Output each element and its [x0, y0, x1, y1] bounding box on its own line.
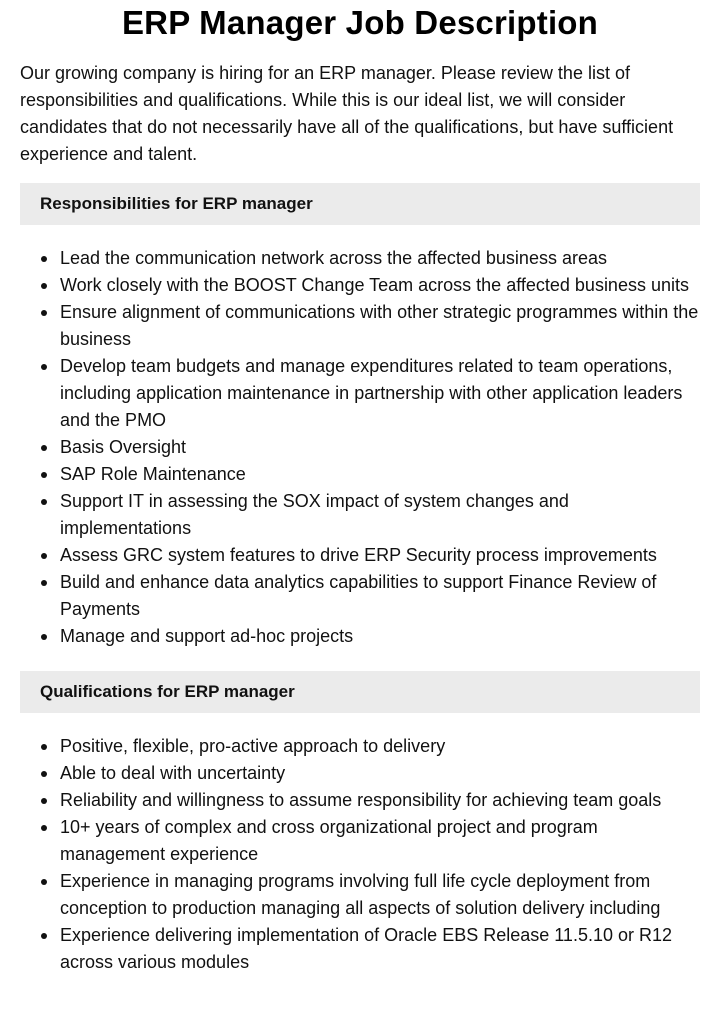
list-item-text: Assess GRC system features to drive ERP Security process improvements: [60, 545, 657, 565]
bullet-icon: [41, 825, 47, 831]
bullet-icon: [41, 771, 47, 777]
list-item-text: Experience in managing programs involving full life cycle deployment from conception to production managing all aspects of solution delivery including: [60, 871, 661, 918]
list-item: [20, 461, 700, 488]
list-item: [20, 814, 700, 868]
bullet-icon: [41, 256, 47, 262]
list-item: [20, 434, 700, 461]
list-item-text: Positive, flexible, pro-active approach to delivery: [60, 736, 446, 756]
list-item: [20, 569, 700, 623]
bullet-icon: [41, 634, 47, 640]
section-spacer: [20, 650, 700, 656]
list-item-text: 10+ years of complex and cross organizational project and program management experience: [60, 817, 598, 864]
bullet-icon: [41, 472, 47, 478]
list-item: [20, 542, 700, 569]
list-item-text: Lead the communication network across the affected business areas: [60, 248, 607, 268]
list-item: [20, 868, 700, 922]
list-item: [20, 922, 700, 976]
list-item-text: Ensure alignment of communications with other strategic programmes within the business: [60, 302, 699, 349]
list-item: [20, 787, 700, 814]
bullet-icon: [41, 933, 47, 939]
list-item-text: Experience delivering implementation of Oracle EBS Release 11.5.10 or R12 across various modules: [60, 925, 672, 972]
list-item-text: Develop team budgets and manage expenditures related to team operations, including application maintenance in partnership with other application leaders and the PMO: [60, 356, 683, 430]
bullet-icon: [41, 283, 47, 289]
list-item-text: SAP Role Maintenance: [60, 464, 246, 484]
list-item: [20, 733, 700, 760]
list-item-text: Support IT in assessing the SOX impact of system changes and implementations: [60, 491, 569, 538]
bullet-icon: [41, 580, 47, 586]
responsibilities-header: Responsibilities for ERP manager: [20, 183, 700, 225]
list-item-text: Able to deal with uncertainty: [60, 763, 286, 783]
bullet-icon: [41, 553, 47, 559]
list-item: [20, 245, 700, 272]
responsibilities-list: [20, 245, 700, 650]
bullet-icon: [41, 364, 47, 370]
list-item: [20, 488, 700, 542]
qualifications-header: Qualifications for ERP manager: [20, 671, 700, 713]
bullet-icon: [41, 744, 47, 750]
page-title: ERP Manager Job Description: [121, 4, 599, 41]
list-item-text: Build and enhance data analytics capabilities to support Finance Review of Payments: [60, 572, 657, 619]
bullet-icon: [41, 310, 47, 316]
qualifications-list: [20, 733, 700, 976]
list-item-text: Work closely with the BOOST Change Team across the affected business units: [60, 275, 689, 295]
list-item: [20, 272, 700, 299]
bullet-icon: [41, 879, 47, 885]
list-item-text: Manage and support ad-hoc projects: [60, 626, 354, 646]
intro-paragraph: Our growing company is hiring for an ERP manager. Please review the list of responsibilities and qualifications. While this is our ideal list, we will consider candidates that do not necessarily have all of the qualifications, but have sufficient experience and talent.: [20, 63, 674, 164]
list-item-text: Basis Oversight: [60, 437, 187, 457]
list-item-text: Reliability and willingness to assume responsibility for achieving team goals: [60, 790, 662, 810]
list-item: [20, 353, 700, 434]
list-item: [20, 299, 700, 353]
bullet-icon: [41, 445, 47, 451]
list-item: [20, 623, 700, 650]
list-item: [20, 760, 700, 787]
bullet-icon: [41, 798, 47, 804]
bullet-icon: [41, 499, 47, 505]
